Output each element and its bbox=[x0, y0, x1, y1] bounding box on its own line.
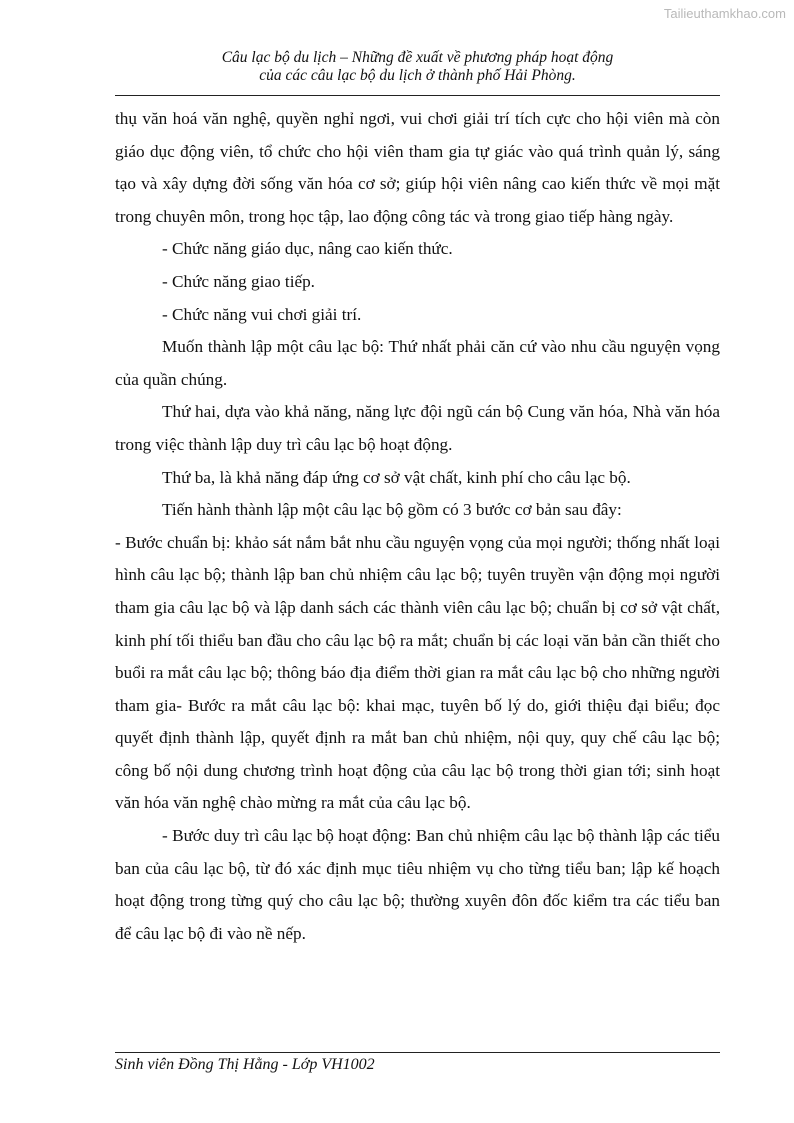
paragraph: Tiến hành thành lập một câu lạc bộ gồm có 3 bước cơ bản sau đây: bbox=[162, 500, 622, 520]
paragraph: - Chức năng vui chơi giải trí. bbox=[162, 304, 362, 324]
page-footer: Sinh viên Đồng Thị Hằng - Lớp VH1002 bbox=[115, 1056, 375, 1073]
paragraph: - Chức năng giao tiếp. bbox=[162, 271, 315, 291]
document-body bbox=[115, 103, 720, 950]
paragraph: Thứ hai, dựa vào khả năng, năng lực đội ngũ cán bộ Cung văn hóa, Nhà văn hóa trong việc thành lập duy trì câu lạc bộ hoạt động. bbox=[115, 402, 720, 454]
paragraph: - Bước duy trì câu lạc bộ hoạt động: Ban chủ nhiệm câu lạc bộ thành lập các tiểu ban của câu lạc bộ, từ đó xác định mục tiêu nhiệm vụ cho từng tiểu ban; lập kế hoạch hoạt động trong từng quý cho câu lạc bộ; thường xuyên đôn đốc kiểm tra các tiểu ban để câu lạc bộ đi vào nề nếp. bbox=[115, 826, 720, 943]
watermark: Tailieuthamkhao.com bbox=[663, 6, 786, 21]
page-header bbox=[115, 49, 720, 85]
header-divider bbox=[115, 95, 720, 96]
paragraph: - Bước chuẩn bị: khảo sát nắm bắt nhu cầu nguyện vọng của mọi người; thống nhất loại hình câu lạc bộ; thành lập ban chủ nhiệm câu lạc bộ; tuyên truyền vận động mọi người tham gia câu lạc bộ và lập danh sách các thành viên câu lạc bộ; chuẩn bị cơ sở vật chất, kinh phí tối thiểu ban đầu cho câu lạc bộ ra mắt; chuẩn bị các loại văn bản cần thiết cho buổi ra mắt câu lạc bộ; thông báo địa điểm thời gian ra mắt câu lạc bộ cho những người tham gia- Bước ra mắt câu lạc bộ: khai mạc, tuyên bố lý do, giới thiệu đại biểu; đọc quyết định thành lập, quyết định ra mắt ban chủ nhiệm, nội quy, quy chế câu lạc bộ; công bố nội dung chương trình hoạt động của câu lạc bộ trong thời gian tới; sinh hoạt văn hóa văn nghệ chào mừng ra mắt của câu lạc bộ. bbox=[115, 532, 720, 813]
header-line-1: Câu lạc bộ du lịch – Những đề xuất về phương pháp hoạt động bbox=[221, 49, 614, 66]
paragraph: thụ văn hoá văn nghệ, quyền nghỉ ngơi, vui chơi giải trí tích cực cho hội viên mà còn giáo dục động viên, tổ chức cho hội viên tham gia tự giác vào quá trình quản lý, sáng tạo và xây dựng đời sống văn hóa cơ sở; giúp hội viên nâng cao kiến thức về mọi mặt trong chuyên môn, trong học tập, lao động công tác và trong giao tiếp hàng ngày. bbox=[115, 109, 720, 226]
paragraph: - Chức năng giáo dục, nâng cao kiến thức. bbox=[162, 239, 453, 259]
header-line-2: của các câu lạc bộ du lịch ở thành phố Hải Phòng. bbox=[259, 67, 576, 84]
paragraph: Muốn thành lập một câu lạc bộ: Thứ nhất phải căn cứ vào nhu cầu nguyện vọng của quần chúng. bbox=[115, 337, 720, 389]
paragraph: Thứ ba, là khả năng đáp ứng cơ sở vật chất, kinh phí cho câu lạc bộ. bbox=[162, 467, 631, 487]
footer-divider bbox=[115, 1052, 720, 1053]
